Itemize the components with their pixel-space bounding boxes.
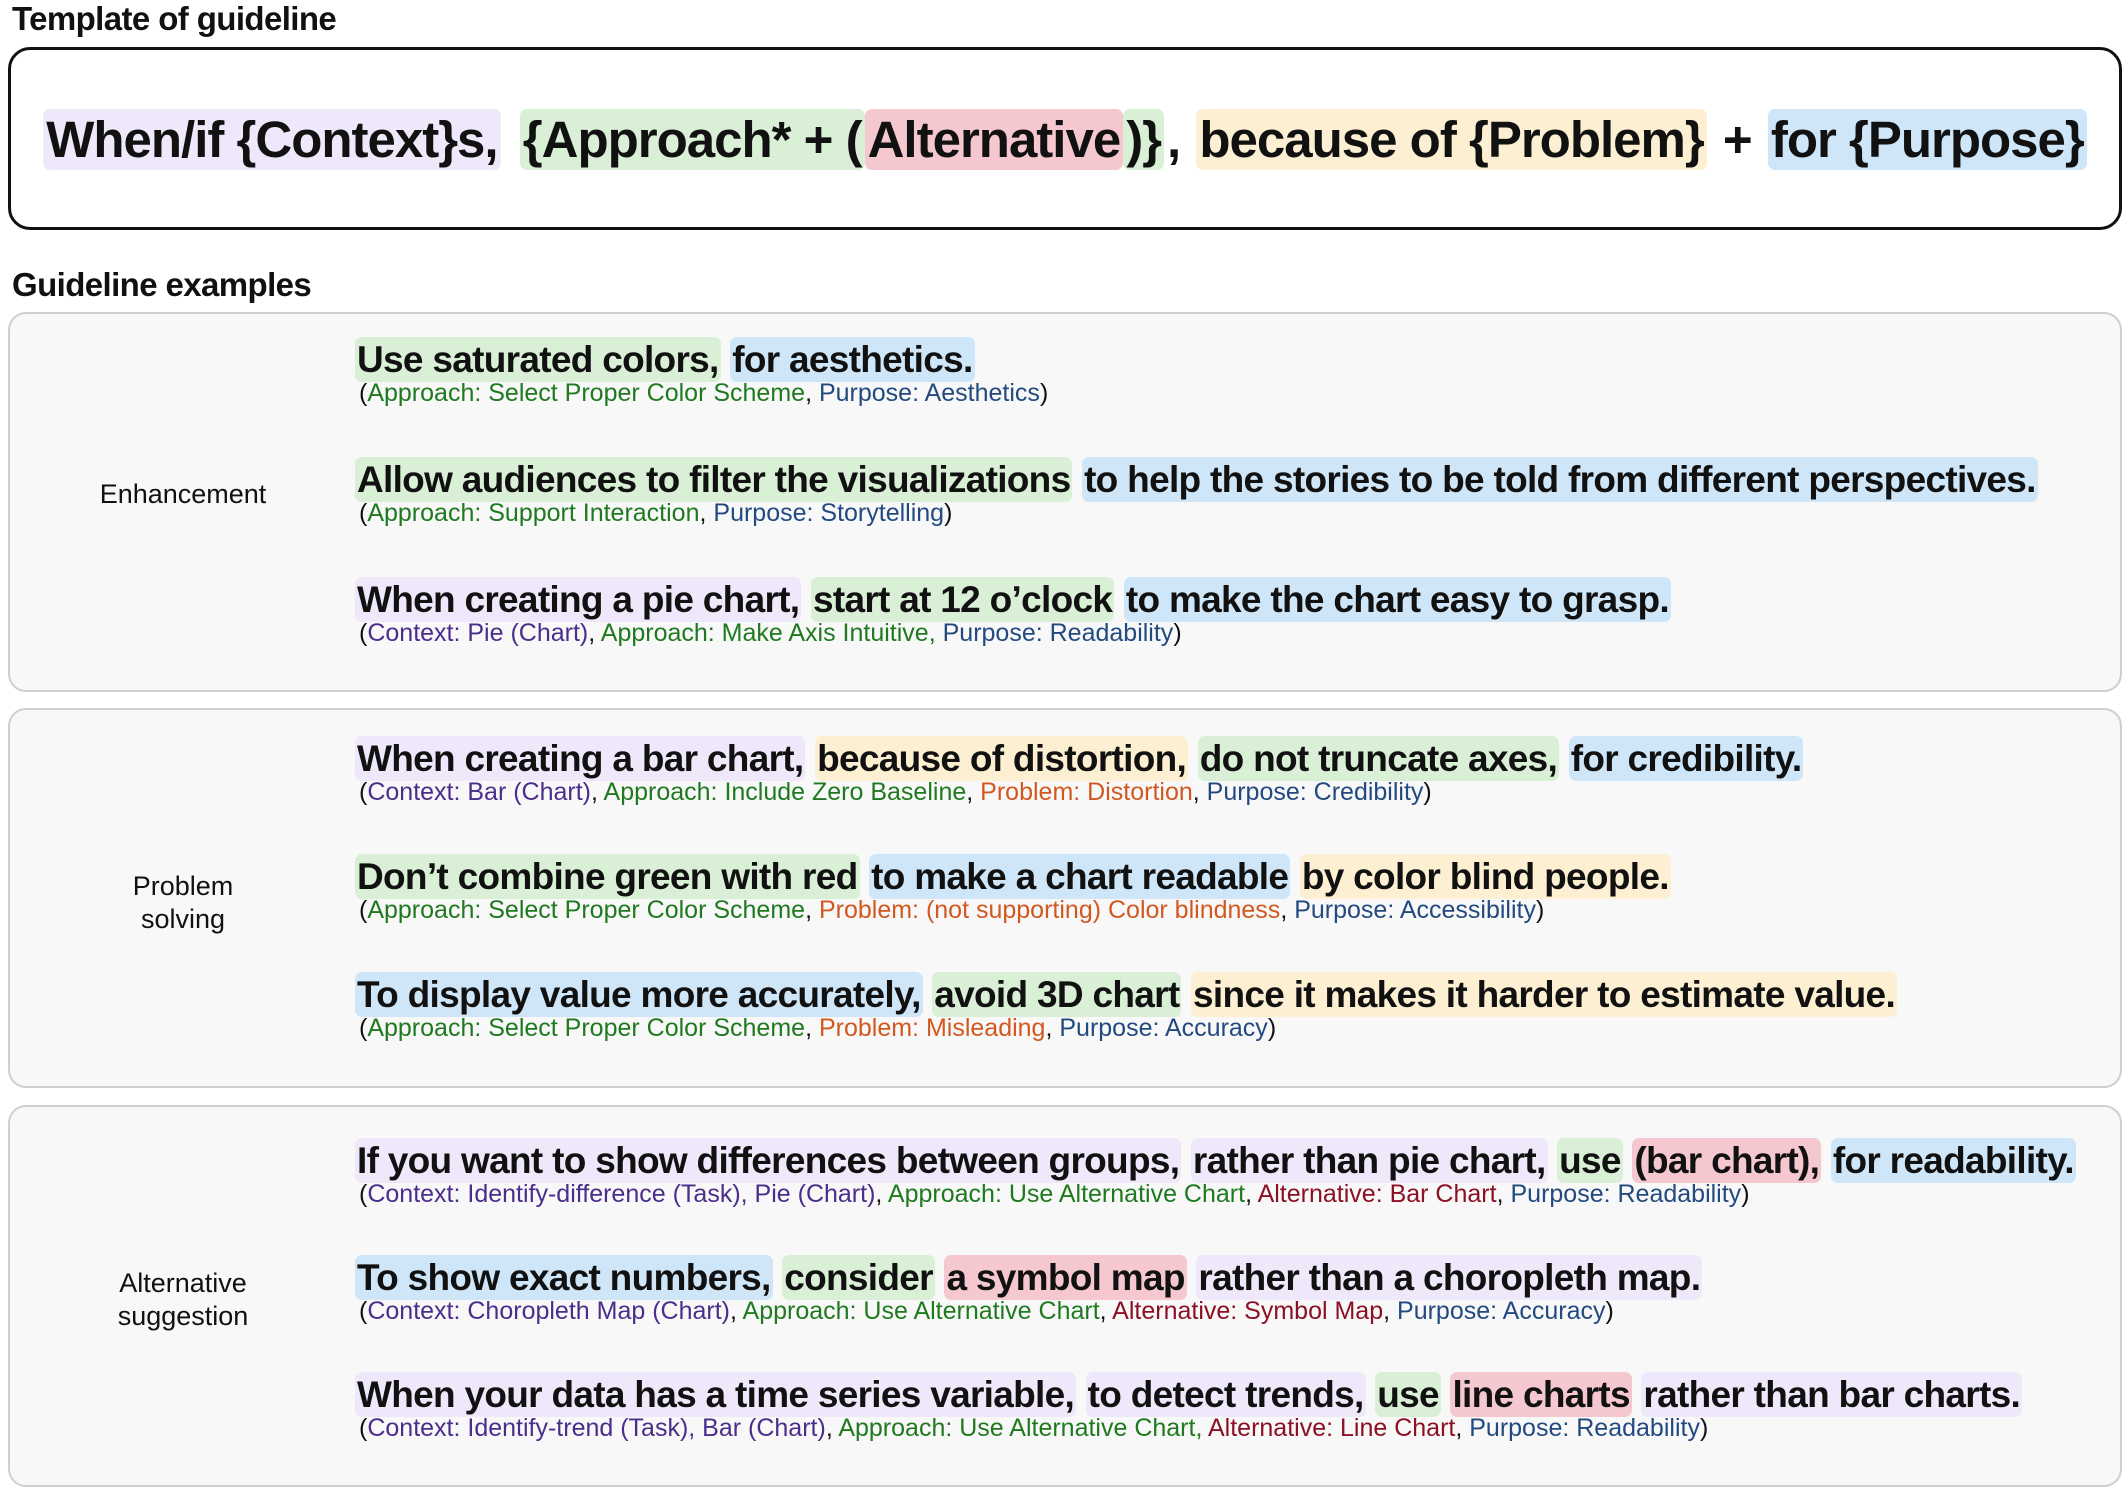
guideline-text — [355, 854, 1671, 900]
guideline-purpose-segment: to help the stories to be told from different perspectives. — [1084, 459, 2036, 500]
annotation-plain: ) — [1039, 379, 1049, 407]
annotation-plain: ) — [944, 499, 953, 527]
annotation-plain: , — [588, 619, 601, 647]
annotation-approach: Approach: Use Alternative Chart — [742, 1297, 1100, 1325]
annotation-plain: ) — [1267, 1014, 1277, 1042]
annotation-plain: , — [1280, 896, 1295, 924]
guideline-purpose-segment: for credibility. — [1570, 738, 1802, 779]
template-formula — [11, 110, 2119, 170]
guideline-purpose-segment: To display value more accurately, — [357, 974, 921, 1015]
guideline-alternative-segment: a symbol map — [946, 1257, 1185, 1298]
annotation-approach: Approach: Select Proper Color Scheme — [367, 379, 806, 407]
annotation-approach: Approach: Make Axis Intuitive, — [600, 619, 936, 647]
annotation-purpose: Purpose: Accuracy — [1059, 1014, 1268, 1042]
annotation-alternative: Alternative: Symbol Map — [1112, 1297, 1384, 1325]
guideline-problem-segment: since it makes it harder to estimate value. — [1193, 974, 1896, 1015]
annotation-approach: Approach: Select Proper Color Scheme — [367, 896, 806, 924]
guideline-context-segment: When creating a pie chart, — [357, 579, 800, 620]
guideline-annotation — [359, 778, 1803, 806]
guideline-text — [355, 1255, 1702, 1301]
guideline-approach-segment: start at 12 o’clock — [812, 579, 1113, 620]
annotation-plain: ( — [359, 1180, 368, 1208]
example-problem-1 — [355, 736, 1803, 806]
annotation-alternative: Alternative: Line Chart — [1207, 1414, 1456, 1442]
example-enhancement-3 — [355, 577, 1671, 647]
annotation-plain: , — [699, 499, 714, 527]
guideline-problem-segment: because of distortion, — [817, 738, 1187, 779]
guideline-approach-segment: Don’t combine green with red — [357, 856, 858, 897]
annotation-plain: , — [1496, 1180, 1511, 1208]
template-approach-segment: )} — [1123, 109, 1164, 170]
example-problem-2 — [355, 854, 1671, 924]
guideline-annotation — [359, 1014, 1897, 1042]
annotation-approach: Approach: Use Alternative Chart, — [838, 1414, 1203, 1442]
guideline-approach-segment: Use saturated colors, — [357, 339, 719, 380]
guideline-annotation — [359, 379, 1048, 407]
guideline-problem-segment: by color blind people. — [1301, 856, 1669, 897]
annotation-plain: ) — [1423, 778, 1432, 806]
guideline-purpose-segment: for aesthetics. — [732, 339, 973, 380]
annotation-context: Context: Identify-trend (Task), Bar (Chart) — [367, 1414, 826, 1442]
panel-enhancement — [8, 312, 2122, 692]
guideline-text — [355, 972, 1897, 1018]
annotation-purpose: Purpose: Accuracy — [1397, 1297, 1606, 1325]
annotation-plain: , — [1099, 1297, 1113, 1325]
annotation-plain: , — [730, 1297, 743, 1325]
annotation-plain: ) — [1699, 1414, 1709, 1442]
guideline-annotation — [359, 619, 1671, 647]
annotation-plain: ( — [359, 896, 368, 924]
annotation-context: Context: Bar (Chart) — [367, 778, 592, 806]
annotation-plain: , — [966, 778, 981, 806]
guideline-context-segment: If you want to show differences between groups, — [357, 1140, 1180, 1181]
example-alternative-2 — [355, 1255, 1702, 1325]
guideline-annotation — [359, 499, 2038, 527]
annotation-plain: ( — [359, 778, 368, 806]
annotation-context: Context: Choropleth Map (Chart) — [367, 1297, 730, 1325]
template-box — [8, 47, 2122, 230]
template-purpose-segment: for {Purpose} — [1768, 109, 2087, 170]
annotation-plain: , — [591, 778, 604, 806]
examples-heading: Guideline examples — [12, 266, 312, 303]
template-alternative-segment: Alternative — [865, 109, 1124, 170]
example-enhancement-1 — [355, 337, 1048, 407]
annotation-plain: ) — [1536, 896, 1545, 924]
annotation-plain: ( — [359, 499, 368, 527]
annotation-purpose: Purpose: Readability — [1510, 1180, 1742, 1208]
guideline-approach-segment: avoid 3D chart — [934, 974, 1180, 1015]
annotation-plain: ) — [1173, 619, 1182, 647]
guideline-text — [355, 457, 2038, 503]
example-problem-3 — [355, 972, 1897, 1042]
annotation-approach: Approach: Select Proper Color Scheme — [367, 1014, 806, 1042]
category-label-enhancement: Enhancement — [99, 479, 267, 509]
example-enhancement-2 — [355, 457, 2038, 527]
annotation-purpose: Purpose: Credibility — [1206, 778, 1424, 806]
guideline-purpose-segment: to make a chart readable — [871, 856, 1289, 897]
panel-problem-solving — [8, 708, 2122, 1088]
annotation-plain: , — [825, 1414, 839, 1442]
guideline-approach-segment: consider — [784, 1257, 933, 1298]
annotation-plain: , — [1245, 1180, 1258, 1208]
template-context-segment: When/if {Context}s, — [43, 109, 500, 170]
guideline-text — [355, 577, 1671, 623]
annotation-plain: , — [1192, 778, 1207, 806]
example-alternative-1 — [355, 1138, 2076, 1208]
annotation-purpose: Purpose: Accessibility — [1294, 896, 1536, 924]
annotation-problem: Problem: Distortion — [980, 778, 1193, 806]
annotation-plain: ) — [1741, 1180, 1750, 1208]
guideline-annotation — [359, 1414, 2022, 1442]
guideline-text — [355, 337, 1048, 383]
guideline-context-segment: rather than a choropleth map. — [1198, 1257, 1701, 1298]
annotation-plain: , — [1383, 1297, 1398, 1325]
template-plain-segment: + — [1709, 111, 1765, 168]
guideline-context-segment: When creating a bar chart, — [357, 738, 804, 779]
annotation-approach: Approach: Use Alternative Chart — [887, 1180, 1246, 1208]
guideline-alternative-segment: (bar chart), — [1634, 1140, 1820, 1181]
template-approach-segment: {Approach* + ( — [520, 109, 865, 170]
category-label-alternative-suggestion: Alternative suggestion — [117, 1268, 249, 1331]
guideline-annotation — [359, 896, 1671, 924]
template-plain-segment — [501, 109, 520, 170]
template-heading: Template of guideline — [12, 0, 337, 37]
guideline-text — [355, 736, 1803, 782]
annotation-plain: ( — [359, 1014, 368, 1042]
annotation-approach: Approach: Support Interaction — [367, 499, 700, 527]
annotation-approach: Approach: Include Zero Baseline — [603, 778, 967, 806]
guideline-context-segment: rather than bar charts. — [1643, 1374, 2021, 1415]
guideline-purpose-segment: to make the chart easy to grasp. — [1125, 579, 1669, 620]
guideline-purpose-segment: To show exact numbers, — [357, 1257, 771, 1298]
guideline-approach-segment: use — [1377, 1374, 1439, 1415]
annotation-context: Context: Identify-difference (Task), Pie (Chart) — [367, 1180, 876, 1208]
annotation-purpose: Purpose: Readability — [1469, 1414, 1700, 1442]
annotation-problem: Problem: (not supporting) Color blindness — [818, 896, 1281, 924]
guideline-text — [355, 1138, 2076, 1184]
annotation-plain — [936, 619, 943, 647]
annotation-alternative: Alternative: Bar Chart — [1257, 1180, 1497, 1208]
annotation-plain: , — [1045, 1014, 1060, 1042]
annotation-plain: , — [805, 1014, 819, 1042]
guideline-approach-segment: do not truncate axes, — [1199, 738, 1558, 779]
example-alternative-3 — [355, 1372, 2022, 1442]
template-problem-segment: because of {Problem} — [1196, 109, 1706, 170]
annotation-purpose: Purpose: Storytelling — [713, 499, 945, 527]
guideline-context-segment: When your data has a time series variable, — [357, 1374, 1075, 1415]
guideline-context-segment: to detect trends, — [1087, 1374, 1364, 1415]
annotation-plain: ) — [1605, 1297, 1614, 1325]
annotation-plain: , — [805, 379, 819, 407]
annotation-plain: ( — [359, 619, 368, 647]
category-label-problem-solving: Problem solving — [132, 871, 234, 934]
annotation-plain: ( — [359, 1414, 368, 1442]
guideline-purpose-segment: for readability. — [1832, 1140, 2074, 1181]
guideline-annotation — [359, 1180, 2076, 1208]
guideline-approach-segment: use — [1559, 1140, 1621, 1181]
annotation-purpose: Purpose: Readability — [942, 619, 1174, 647]
template-plain-segment: , — [1167, 111, 1194, 168]
annotation-plain: , — [875, 1180, 888, 1208]
guideline-context-segment: rather than pie chart, — [1192, 1140, 1546, 1181]
annotation-plain: ( — [359, 379, 368, 407]
annotation-plain: ( — [359, 1297, 368, 1325]
annotation-context: Context: Pie (Chart) — [367, 619, 589, 647]
guideline-alternative-segment: line charts — [1452, 1374, 1630, 1415]
panel-alternative-suggestion — [8, 1105, 2122, 1487]
guideline-annotation — [359, 1297, 1702, 1325]
annotation-plain: , — [1455, 1414, 1470, 1442]
annotation-purpose: Purpose: Aesthetics — [818, 379, 1040, 407]
annotation-plain: , — [805, 896, 819, 924]
guideline-approach-segment: Allow audiences to filter the visualizations — [357, 459, 1071, 500]
guideline-text — [355, 1372, 2022, 1418]
annotation-problem: Problem: Misleading — [818, 1014, 1046, 1042]
